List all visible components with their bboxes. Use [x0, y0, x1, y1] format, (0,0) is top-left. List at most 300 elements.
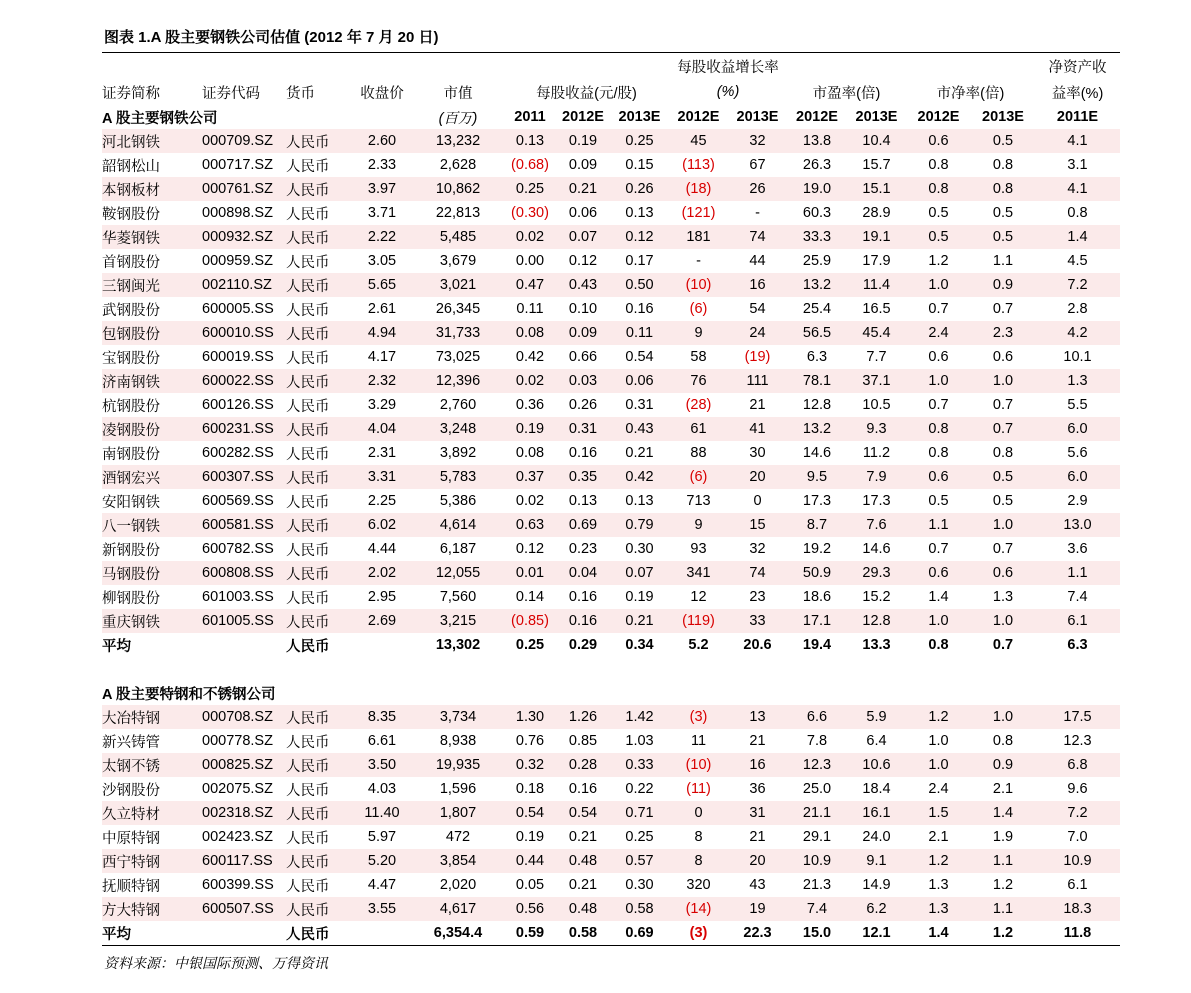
close-price: 3.29 — [367, 397, 397, 413]
eps-growth-unit: (%) — [716, 84, 740, 100]
pb-2012e: 1.3 — [928, 877, 949, 893]
pb-2012e: 0.6 — [928, 349, 949, 365]
eps-2013e: 0.16 — [625, 301, 654, 317]
pe-2013e: 5.9 — [847, 705, 906, 729]
market-cap: 31,733 — [412, 321, 504, 345]
eps-growth-2013e: 16 — [728, 753, 787, 777]
market-cap: 26,345 — [435, 301, 481, 317]
pe-2013e: 11.2 — [862, 445, 891, 461]
year-header: 2011 — [514, 109, 546, 125]
eps-growth-2012e: - — [696, 253, 701, 269]
roe-2011e: 7.4 — [1067, 589, 1088, 605]
average-label: 平均 — [102, 921, 202, 946]
pe-2013e: 11.4 — [847, 273, 906, 297]
year-header: 2011E — [1056, 109, 1099, 125]
eps-growth-2013e: 20 — [728, 849, 787, 873]
pe-2013e: 29.3 — [847, 561, 906, 585]
mcap-header: 市值 — [443, 85, 473, 102]
close-price: 4.17 — [367, 349, 397, 365]
close-price: 2.31 — [367, 445, 397, 461]
table-row — [102, 249, 1120, 273]
market-cap: 3,248 — [412, 417, 504, 441]
eps-growth-2012e: 5.2 — [688, 637, 709, 653]
pb-2013e: 0.7 — [971, 417, 1035, 441]
eps-2011: 0.02 — [504, 225, 556, 249]
market-cap: 5,386 — [439, 493, 477, 509]
year-header: 2013E — [855, 109, 898, 125]
pe-2013e: 16.5 — [862, 301, 891, 317]
security-code: 000898.SZ — [202, 205, 273, 221]
pb-2013e: 1.2 — [992, 877, 1014, 893]
eps-2013e: 0.31 — [625, 397, 654, 413]
company-name: 大冶特钢 — [102, 705, 202, 729]
eps-2013e: 0.33 — [610, 753, 669, 777]
security-code: 000825.SZ — [202, 753, 286, 777]
roe-2011e: 17.5 — [1035, 705, 1120, 729]
eps-growth-2013e: 32 — [728, 129, 787, 153]
roe-2011e: 7.0 — [1067, 829, 1088, 845]
eps-growth-2012e: (3) — [669, 921, 728, 946]
eps-growth-2013e: 24 — [728, 321, 787, 345]
pe-2012e: 9.5 — [787, 465, 847, 489]
market-cap: 73,025 — [435, 349, 481, 365]
security-code: 600307.SS — [202, 465, 286, 489]
currency: 人民币 — [286, 921, 352, 946]
eps-2012e: 0.04 — [556, 561, 610, 585]
eps-2012e: 0.48 — [556, 849, 610, 873]
pe-2013e: 14.9 — [862, 877, 891, 893]
eps-2012e: 0.23 — [568, 541, 598, 557]
security-code: 600569.SS — [202, 493, 274, 509]
pb-2013e: 0.8 — [971, 177, 1035, 201]
eps-growth-2012e: 0 — [669, 801, 728, 825]
roe-2011e: 7.2 — [1035, 273, 1120, 297]
currency: 人民币 — [286, 273, 352, 297]
eps-2012e: 0.09 — [556, 321, 610, 345]
year-header: 2012E — [677, 109, 720, 125]
company-name: 三钢闽光 — [102, 273, 202, 297]
pe-2012e: 12.3 — [787, 753, 847, 777]
pb-2013e: 0.8 — [992, 445, 1014, 461]
eps-2012e: 0.21 — [568, 877, 598, 893]
pe-2013e: 14.6 — [862, 541, 891, 557]
pe-header: 市盈率(倍) — [812, 85, 881, 102]
market-cap: 19,935 — [412, 753, 504, 777]
security-code: 600126.SS — [202, 397, 274, 413]
eps-2011: 0.12 — [515, 541, 545, 557]
table-row — [102, 369, 1120, 393]
table-row — [102, 801, 1120, 825]
table-row — [102, 897, 1120, 921]
eps-growth-2012e: 93 — [690, 541, 707, 557]
eps-2011: 0.18 — [515, 781, 545, 797]
pb-2012e: 1.4 — [906, 921, 971, 946]
pe-2013e: 9.3 — [847, 417, 906, 441]
close-price: 3.31 — [352, 465, 412, 489]
close-header: 收盘价 — [360, 85, 404, 102]
pe-2013e: 16.1 — [847, 801, 906, 825]
pe-2012e: 26.3 — [802, 157, 832, 173]
currency: 人民币 — [286, 849, 352, 873]
eps-growth-2013e: 41 — [728, 417, 787, 441]
roe-2011e: 7.2 — [1035, 801, 1120, 825]
security-code: 600282.SS — [202, 445, 274, 461]
security-code: 601005.SS — [202, 609, 286, 633]
spacer-cell — [102, 657, 1120, 681]
eps-growth-2012e: 9 — [669, 321, 728, 345]
pb-2012e: 1.5 — [906, 801, 971, 825]
eps-2011: 0.37 — [504, 465, 556, 489]
currency: 人民币 — [286, 225, 352, 249]
roe-2011e: 10.1 — [1063, 349, 1092, 365]
market-cap: 3,215 — [412, 609, 504, 633]
pe-2013e: 9.1 — [847, 849, 906, 873]
table-row — [102, 393, 1120, 417]
pe-2012e: 21.1 — [787, 801, 847, 825]
market-cap: 5,783 — [412, 465, 504, 489]
eps-2011: 0.47 — [504, 273, 556, 297]
eps-2013e: 0.07 — [610, 561, 669, 585]
close-price: 11.40 — [352, 801, 412, 825]
eps-2011: 0.02 — [504, 369, 556, 393]
pe-2013e: 13.3 — [862, 637, 891, 653]
eps-2013e: 0.17 — [625, 253, 654, 269]
pe-2013e: 12.1 — [847, 921, 906, 946]
company-name: 方大特钢 — [102, 897, 202, 921]
eps-2012e: 0.43 — [556, 273, 610, 297]
pe-2012e: 19.4 — [802, 637, 832, 653]
company-name: 杭钢股份 — [102, 398, 160, 415]
eps-2012e: 0.31 — [556, 417, 610, 441]
eps-growth-2012e: (11) — [686, 781, 711, 797]
table-row — [102, 777, 1120, 801]
eps-2011: 0.19 — [515, 829, 545, 845]
pe-2012e: 12.8 — [802, 397, 832, 413]
eps-2012e: 0.26 — [568, 397, 598, 413]
eps-growth-2013e: 32 — [749, 541, 766, 557]
table-row — [102, 705, 1120, 729]
eps-growth-2013e: 20.6 — [743, 637, 772, 653]
security-code: 000717.SZ — [202, 157, 273, 173]
roe-header-line2: 益率(%) — [1051, 85, 1104, 102]
market-cap: 1,596 — [439, 781, 477, 797]
market-cap: 6,187 — [439, 541, 477, 557]
pb-2013e: 1.1 — [971, 849, 1035, 873]
eps-growth-header: 每股收益增长率 — [669, 53, 787, 80]
market-cap: 3,679 — [439, 253, 477, 269]
company-name: 马钢股份 — [102, 561, 202, 585]
roe-2011e: 6.0 — [1035, 465, 1120, 489]
close-price: 3.50 — [352, 753, 412, 777]
eps-2011: 0.32 — [504, 753, 556, 777]
pb-2013e: 0.6 — [971, 561, 1035, 585]
eps-2012e: 0.35 — [556, 465, 610, 489]
pe-2013e: 28.9 — [862, 205, 891, 221]
pe-2013e: 6.2 — [847, 897, 906, 921]
security-code: 600019.SS — [202, 349, 274, 365]
section-title-row — [102, 105, 1120, 129]
table-row — [102, 513, 1120, 537]
currency: 人民币 — [286, 206, 330, 223]
eps-growth-2012e: 12 — [690, 589, 707, 605]
pb-2012e: 1.0 — [906, 753, 971, 777]
pe-2012e: 29.1 — [802, 829, 832, 845]
security-code: 600808.SS — [202, 561, 286, 585]
pb-2012e: 0.5 — [906, 225, 971, 249]
market-cap: 3,021 — [412, 273, 504, 297]
pb-2012e: 1.1 — [906, 513, 971, 537]
roe-2011e: 6.0 — [1035, 417, 1120, 441]
header-row-2 — [102, 79, 1120, 105]
eps-growth-2013e: 31 — [728, 801, 787, 825]
market-cap: 22,813 — [435, 205, 481, 221]
eps-2012e: 0.03 — [556, 369, 610, 393]
pe-2012e: 50.9 — [787, 561, 847, 585]
market-cap: 3,854 — [412, 849, 504, 873]
close-price: 2.60 — [352, 129, 412, 153]
eps-growth-2012e: 8 — [669, 849, 728, 873]
eps-2011: (0.85) — [504, 609, 556, 633]
currency: 人民币 — [286, 254, 330, 271]
eps-header: 每股收益(元/股) — [536, 85, 637, 102]
pb-2012e: 0.8 — [928, 445, 949, 461]
pe-2013e: 19.1 — [847, 225, 906, 249]
company-name: 本钢板材 — [102, 177, 202, 201]
year-header: 2012E — [917, 109, 960, 125]
pe-2012e: 21.3 — [802, 877, 832, 893]
eps-growth-2012e: (10) — [669, 753, 728, 777]
currency: 人民币 — [286, 302, 330, 319]
security-code: 000708.SZ — [202, 705, 286, 729]
eps-growth-2012e: 58 — [690, 349, 707, 365]
pe-2012e: 60.3 — [802, 205, 832, 221]
security-code: 601003.SS — [202, 589, 274, 605]
pb-2012e: 1.0 — [906, 273, 971, 297]
pe-2013e: 10.6 — [847, 753, 906, 777]
pe-2012e: 17.1 — [787, 609, 847, 633]
eps-2012e: 0.06 — [568, 205, 598, 221]
security-code: 600231.SS — [202, 417, 286, 441]
eps-growth-2013e: - — [755, 205, 760, 221]
eps-growth-2012e: (28) — [685, 397, 712, 413]
table-row — [102, 417, 1120, 441]
pe-2013e: 7.9 — [847, 465, 906, 489]
company-name: 新兴铸管 — [102, 734, 160, 751]
security-code: 600581.SS — [202, 513, 286, 537]
eps-2011: 0.25 — [515, 637, 545, 653]
close-price: 4.04 — [352, 417, 412, 441]
eps-2011: 0.08 — [504, 321, 556, 345]
eps-2011: 0.00 — [515, 253, 545, 269]
close-price: 2.25 — [367, 493, 397, 509]
pe-2013e: 15.7 — [862, 157, 891, 173]
company-name: 新钢股份 — [102, 542, 160, 559]
close-price: 2.33 — [367, 157, 397, 173]
eps-growth-2013e: 67 — [749, 157, 766, 173]
currency: 人民币 — [286, 753, 352, 777]
table-row — [102, 321, 1120, 345]
close-price: 3.97 — [352, 177, 412, 201]
close-price: 8.35 — [352, 705, 412, 729]
eps-2013e: 0.30 — [625, 541, 654, 557]
close-price: 3.55 — [352, 897, 412, 921]
currency: 人民币 — [286, 830, 330, 847]
pb-2012e: 1.3 — [906, 897, 971, 921]
eps-2013e: 0.25 — [610, 129, 669, 153]
currency: 人民币 — [286, 129, 352, 153]
company-name: 酒钢宏兴 — [102, 465, 202, 489]
pe-2013e: 24.0 — [862, 829, 891, 845]
section-title-row — [102, 681, 1120, 705]
pb-2013e: 0.5 — [992, 493, 1014, 509]
security-code: 600782.SS — [202, 541, 274, 557]
pb-2012e: 1.2 — [906, 849, 971, 873]
close-price: 3.71 — [367, 205, 397, 221]
year-header: 2013E — [982, 109, 1024, 125]
eps-growth-2013e: 15 — [728, 513, 787, 537]
pb-2013e: 1.2 — [971, 921, 1035, 946]
table-row — [102, 489, 1120, 513]
eps-growth-2012e: 181 — [669, 225, 728, 249]
market-cap: 5,485 — [412, 225, 504, 249]
market-cap: 1,807 — [412, 801, 504, 825]
currency: 人民币 — [286, 321, 352, 345]
eps-growth-2013e: 33 — [728, 609, 787, 633]
pe-2012e: 6.6 — [787, 705, 847, 729]
pb-2013e: 1.9 — [992, 829, 1014, 845]
company-name: 首钢股份 — [102, 254, 160, 271]
eps-growth-2012e: 341 — [669, 561, 728, 585]
security-code: 600399.SS — [202, 877, 274, 893]
currency: 人民币 — [286, 446, 330, 463]
eps-2011: 0.44 — [504, 849, 556, 873]
eps-2012e: 0.58 — [556, 921, 610, 946]
pe-2013e: 12.8 — [847, 609, 906, 633]
pb-2013e: 2.3 — [971, 321, 1035, 345]
company-name: 武钢股份 — [102, 302, 160, 319]
header-row-1 — [102, 53, 1120, 80]
pb-2012e: 2.1 — [928, 829, 949, 845]
pe-2012e: 25.4 — [802, 301, 832, 317]
market-cap: 2,760 — [439, 397, 477, 413]
eps-growth-2013e: 74 — [728, 225, 787, 249]
security-code: 002110.SZ — [202, 273, 286, 297]
eps-2012e: 0.54 — [556, 801, 610, 825]
close-price: 5.20 — [352, 849, 412, 873]
eps-2012e: 0.29 — [568, 637, 598, 653]
company-name: 鞍钢股份 — [102, 206, 160, 223]
roe-2011e: 11.8 — [1035, 921, 1120, 946]
market-cap: 12,055 — [412, 561, 504, 585]
pb-2012e: 0.6 — [906, 561, 971, 585]
pb-2012e: 0.7 — [928, 397, 949, 413]
market-cap: 7,560 — [439, 589, 477, 605]
eps-growth-2012e: (6) — [689, 301, 708, 317]
currency: 人民币 — [286, 609, 352, 633]
company-name: 抚顺特钢 — [102, 878, 160, 895]
currency: 人民币 — [286, 398, 330, 415]
eps-2013e: 0.21 — [625, 445, 654, 461]
currency: 人民币 — [286, 513, 352, 537]
eps-growth-2013e: (19) — [744, 349, 771, 365]
eps-2012e: 0.21 — [556, 177, 610, 201]
market-cap: 8,938 — [439, 733, 477, 749]
eps-2013e: 0.19 — [625, 589, 654, 605]
table-row — [102, 177, 1120, 201]
table-row — [102, 873, 1120, 897]
eps-2012e: 0.12 — [568, 253, 598, 269]
close-price: 4.44 — [367, 541, 397, 557]
eps-growth-2012e: 88 — [690, 445, 707, 461]
pb-2012e: 0.7 — [928, 541, 949, 557]
pe-2013e: 18.4 — [862, 781, 891, 797]
eps-2012e: 0.16 — [568, 589, 598, 605]
eps-growth-2013e: 21 — [749, 829, 766, 845]
eps-2013e: 0.71 — [610, 801, 669, 825]
eps-2011: 0.56 — [504, 897, 556, 921]
eps-2013e: 0.42 — [610, 465, 669, 489]
pe-2012e: 7.8 — [806, 733, 828, 749]
pe-2012e: 15.0 — [787, 921, 847, 946]
currency: 人民币 — [286, 638, 330, 655]
pb-2012e: 0.8 — [906, 177, 971, 201]
security-code: 000959.SZ — [202, 253, 273, 269]
close-price: 5.65 — [352, 273, 412, 297]
eps-2012e: 0.10 — [568, 301, 598, 317]
table-row — [102, 561, 1120, 585]
table-row — [102, 129, 1120, 153]
table-row — [102, 585, 1120, 609]
currency: 人民币 — [286, 897, 352, 921]
eps-2013e: 0.06 — [610, 369, 669, 393]
eps-2012e: 0.13 — [568, 493, 598, 509]
currency: 人民币 — [286, 542, 330, 559]
eps-2011: 0.13 — [504, 129, 556, 153]
eps-2013e: 0.69 — [610, 921, 669, 946]
pe-2012e: 13.2 — [787, 273, 847, 297]
eps-growth-2012e: 320 — [686, 877, 711, 893]
currency: 人民币 — [286, 782, 330, 799]
market-cap: 4,617 — [412, 897, 504, 921]
company-name: 河北钢铁 — [102, 129, 202, 153]
eps-growth-2013e: 19 — [728, 897, 787, 921]
company-name: 包钢股份 — [102, 321, 202, 345]
eps-2011: 0.59 — [504, 921, 556, 946]
company-name: 八一钢铁 — [102, 513, 202, 537]
eps-2013e: 0.79 — [610, 513, 669, 537]
roe-2011e: 6.1 — [1067, 877, 1088, 893]
pe-2012e: 25.9 — [802, 253, 832, 269]
security-code: 600117.SS — [202, 849, 286, 873]
pe-2012e: 78.1 — [787, 369, 847, 393]
eps-2011: 0.42 — [515, 349, 545, 365]
eps-growth-2013e: 111 — [728, 369, 787, 393]
eps-growth-2013e: 22.3 — [728, 921, 787, 946]
eps-growth-2013e: 0 — [753, 493, 762, 509]
pb-header: 市净率(倍) — [936, 85, 1005, 102]
pe-2013e: 10.4 — [847, 129, 906, 153]
average-row — [102, 633, 1120, 657]
pb-2012e: 2.4 — [906, 321, 971, 345]
company-name: 华菱钢铁 — [102, 225, 202, 249]
year-header: 2013E — [618, 109, 661, 125]
pe-2012e: 13.8 — [787, 129, 847, 153]
security-code: 600022.SS — [202, 369, 286, 393]
pb-2013e: 1.0 — [971, 513, 1035, 537]
security-code: 000709.SZ — [202, 129, 286, 153]
eps-2013e: 0.21 — [610, 609, 669, 633]
pb-2013e: 0.7 — [992, 541, 1014, 557]
